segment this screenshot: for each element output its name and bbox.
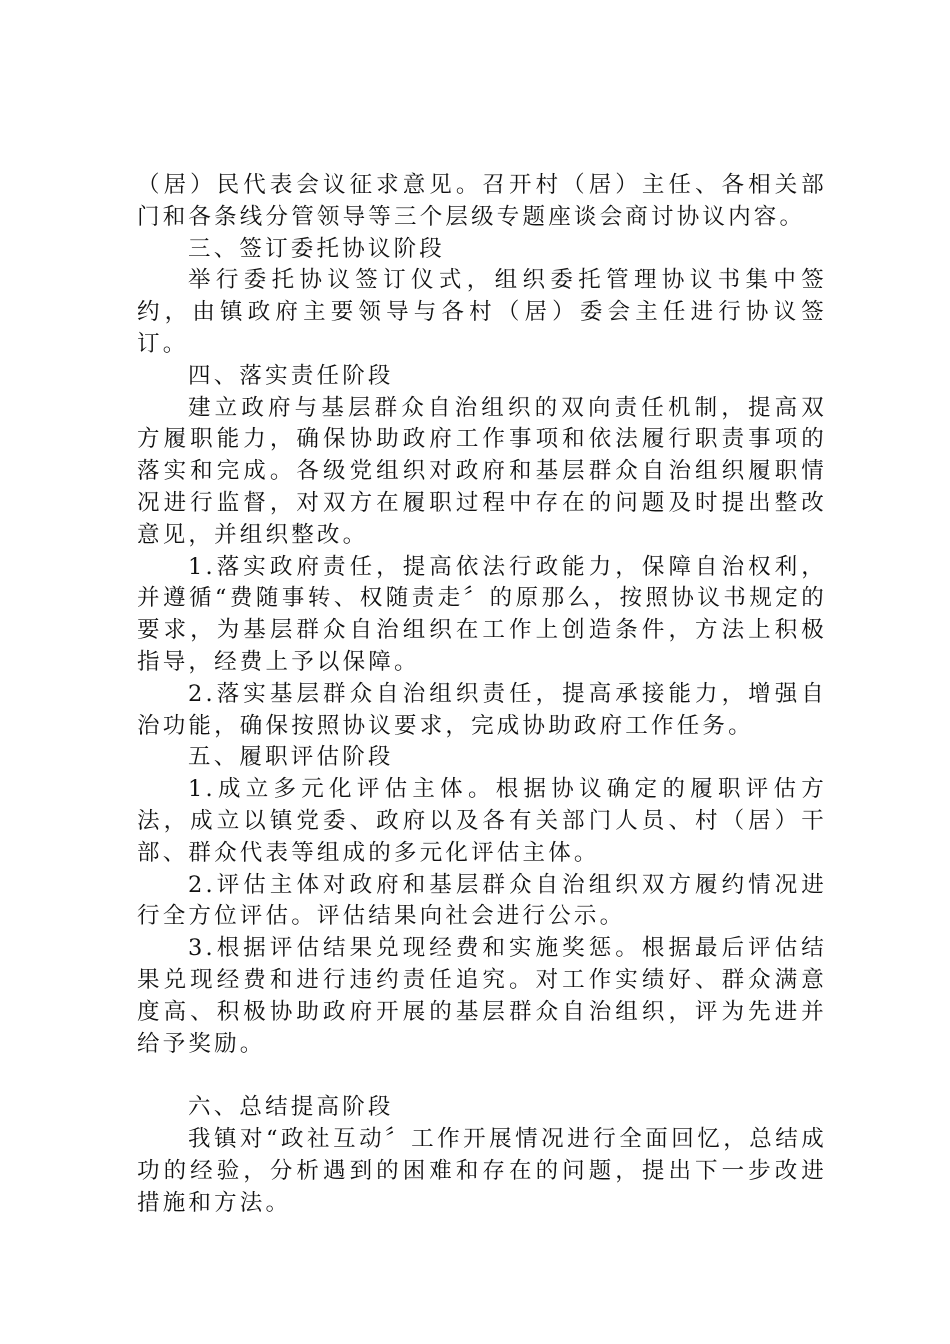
paragraph-item-autonomy: 2.落实基层群众自治组织责任，提高承接能力，增强自治功能，确保按照协议要求，完成协助政府工作任务。 (137, 680, 827, 739)
section-heading-5: 五、履职评估阶段 (188, 744, 394, 771)
paragraph-continuation: （居）民代表会议征求意见。召开村（居）主任、各相关部门和各条线分管领导等三个层级专题座谈会商讨协议内容。 (137, 172, 827, 230)
paragraph-item-government: 1.落实政府责任，提高依法行政能力，保障自治权利，并遵循“费随事转、权随责走〞的原那么，按照协议书规定的要求，为基层群众自治组织在工作上创造条件，方法上积极指导，经费上予以保障。 (137, 553, 827, 675)
paragraph-summary: 我镇对“政社互动〞工作开展情况进行全面回忆，总结成功的经验，分析遇到的困难和存在的问题，提出下一步改进措施和方法。 (137, 1125, 827, 1216)
section-heading-4: 四、落实责任阶段 (188, 362, 394, 389)
document-body (137, 170, 827, 1219)
paragraph-item-rewards: 3.根据评估结果兑现经费和实施奖惩。根据最后评估结果兑现经费和进行违约责任追究。对工作实绩好、群众满意度高、积极协助政府开展的基层群众自治组织，评为先进并给予奖励。 (137, 935, 827, 1057)
paragraph-item-evaluator: 1.成立多元化评估主体。根据协议确定的履职评估方法，成立以镇党委、政府以及各有关部门人员、村（居）干部、群众代表等组成的多元化评估主体。 (137, 776, 827, 866)
section-heading-3: 三、签订委托协议阶段 (188, 235, 446, 262)
paragraph-item-evaluation: 2.评估主体对政府和基层群众自治组织双方履约情况进行全方位评估。评估结果向社会进行公示。 (137, 871, 827, 930)
paragraph-responsibility: 建立政府与基层群众自治组织的双向责任机制，提高双方履职能力，确保协助政府工作事项和依法履行职责事项的落实和完成。各级党组织对政府和基层群众自治组织履职情况进行监督，对双方在履职过程中存在的问题及时提出整改意见，并组织整改。 (137, 394, 827, 548)
paragraph-signing: 举行委托协议签订仪式，组织委托管理协议书集中签约，由镇政府主要领导与各村（居）委会主任进行协议签订。 (137, 267, 827, 357)
section-heading-6: 六、总结提高阶段 (188, 1094, 394, 1121)
